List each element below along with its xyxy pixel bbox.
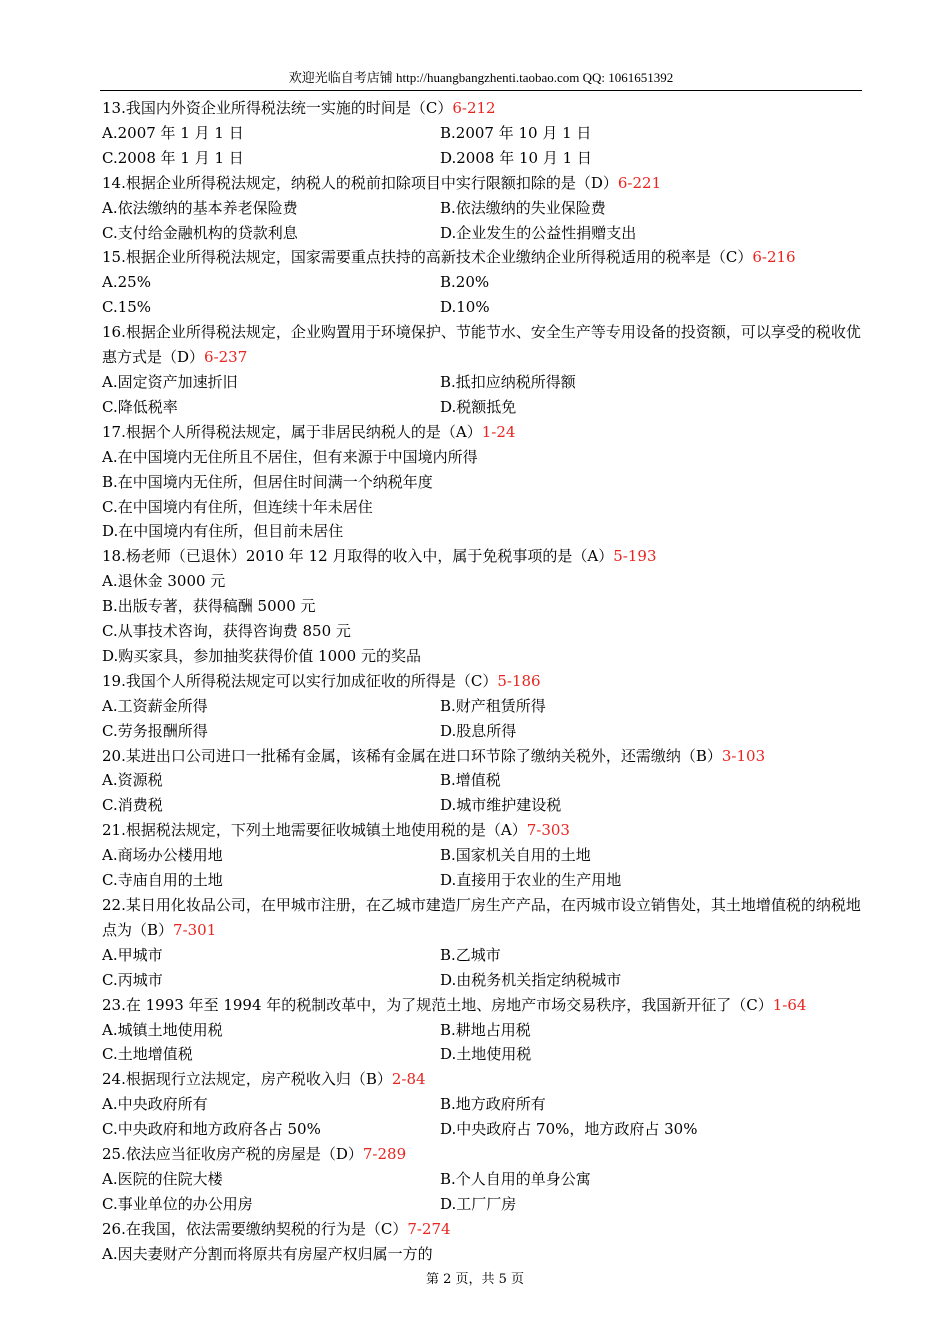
question-stem [102,1217,862,1242]
question-item [102,993,862,1068]
question-item [102,669,862,744]
answer-option: C.中央政府和地方政府各占 50% [102,1120,321,1139]
option-group [102,445,862,545]
answer-option: B.在中国境内无住所，但居住时间满一个纳税年度 [102,472,433,491]
question-text: 21.根据税法规定，下列土地需要征收城镇土地使用税的是（A） [102,821,527,840]
option-group [102,1242,862,1267]
answer-option: A.城镇土地使用税 [102,1020,223,1039]
page-footer: 第 2 页，共 5 页 [425,1272,525,1287]
answer-option: C.在中国境内有住所，但连续十年未居住 [102,497,373,516]
answer-option: A.依法缴纳的基本养老保险费 [102,198,298,217]
answer-option: C.寺庙自用的土地 [102,871,223,890]
answer-option: B.依法缴纳的失业保险费 [440,198,606,217]
option-group [102,121,862,171]
answer-option: B.耕地占用税 [440,1020,531,1039]
answer-option: B.乙城市 [440,945,501,964]
answer-option: B.出版专著，获得稿酬 5000 元 [102,597,316,616]
question-item [102,420,862,545]
question-stem [102,744,862,769]
page-header: 欢迎光临自考店铺 http://huangbangzhenti.taobao.com QQ: 1061651392 [100,68,862,91]
question-item [102,1217,862,1267]
page-reference: 7-301 [173,920,217,939]
answer-option: D.工厂厂房 [440,1194,517,1213]
question-stem [102,544,862,569]
page-reference: 1-24 [481,422,516,441]
question-stem [102,818,862,843]
question-item [102,1142,862,1217]
answer-option: A.25% [102,273,151,292]
question-text: 23.在 1993 年至 1994 年的税制改革中，为了规范土地、房地产市场交易秩序，我国新开征了（C） [102,995,773,1014]
answer-option: D.购买家具，参加抽奖获得价值 1000 元的奖品 [102,646,421,665]
option-group [102,1018,862,1068]
answer-option: D.股息所得 [440,721,517,740]
question-stem [102,420,862,445]
answer-option: D.10% [440,298,490,317]
question-text: 16.根据企业所得税法规定，企业购置用于环境保护、节能节水、安全生产等专用设备的投资额，可以享受的税收优惠方式是（D） [102,323,861,367]
question-text: 18.杨老师（已退休）2010 年 12 月取得的收入中，属于免税事项的是（A） [102,547,614,566]
answer-option: C.劳务报酬所得 [102,721,208,740]
answer-option: C.降低税率 [102,397,178,416]
question-item [102,544,862,669]
question-text: 22.某日用化妆品公司，在甲城市注册，在乙城市建造厂房生产产品，在丙城市设立销售处，其土地增值税的纳税地点为（B） [102,896,861,939]
answer-option: A.中央政府所有 [102,1095,208,1114]
answer-option: D.中央政府占 70%，地方政府占 30% [440,1120,698,1139]
answer-option: C.15% [102,298,152,317]
answer-option: B.增值税 [440,771,501,790]
question-item [102,320,862,420]
question-text: 17.根据个人所得税法规定，属于非居民纳税人的是（A） [102,422,482,441]
answer-option: C.消费税 [102,796,163,815]
page-reference: 7-303 [526,821,570,840]
page-reference: 2-84 [391,1070,426,1089]
answer-option: A.退休金 3000 元 [102,572,226,591]
answer-option: D.税额抵免 [440,397,517,416]
question-item [102,1067,862,1142]
page-reference: 5-193 [613,547,657,566]
answer-option: A.医院的住院大楼 [102,1169,223,1188]
option-group [102,1092,862,1142]
option-group [102,196,862,246]
answer-option: A.甲城市 [102,945,163,964]
answer-option: C.事业单位的办公用房 [102,1194,253,1213]
answer-option: A.资源税 [102,771,163,790]
answer-option: D.在中国境内有住所，但目前未居住 [102,522,344,541]
page-reference: 5-186 [497,671,541,690]
answer-option: C.从事技术咨询，获得咨询费 850 元 [102,622,351,641]
question-text: 24.根据现行立法规定，房产税收入归（B） [102,1070,392,1089]
answer-option: D.由税务机关指定纳税城市 [440,970,622,989]
question-item [102,245,862,320]
answer-option: C.支付给金融机构的贷款利息 [102,223,298,242]
question-stem [102,1142,862,1167]
question-item [102,893,862,993]
question-text: 20.某进出口公司进口一批稀有金属，该稀有金属在进口环节除了缴纳关税外，还需缴纳（B） [102,746,722,765]
question-list [102,96,862,1267]
question-item [102,171,862,246]
answer-option: D.2008 年 10 月 1 日 [440,148,592,167]
option-group [102,370,862,420]
option-group [102,569,862,669]
answer-option: A.商场办公楼用地 [102,846,223,865]
answer-option: B.财产租赁所得 [440,696,546,715]
page-reference: 7-289 [362,1145,407,1164]
answer-option: D.土地使用税 [440,1045,532,1064]
option-group [102,768,862,818]
option-group [102,694,862,744]
answer-option: A.固定资产加速折旧 [102,372,238,391]
question-text: 25.依法应当征收房产税的房屋是（D） [102,1145,363,1164]
question-text: 13.我国内外资企业所得税法统一实施的时间是（C） [102,99,453,117]
page-reference: 6-237 [204,348,248,367]
answer-option: B.地方政府所有 [440,1095,546,1114]
answer-option: C.丙城市 [102,970,163,989]
answer-option: A.因夫妻财产分割而将原共有房屋产权归属一方的 [102,1244,433,1263]
question-stem [102,245,862,270]
question-item [102,96,862,171]
answer-option: D.城市维护建设税 [440,796,562,815]
answer-option: C.2008 年 1 月 1 日 [102,148,244,167]
answer-option: B.2007 年 10 月 1 日 [440,123,592,142]
answer-option: D.企业发生的公益性捐赠支出 [440,223,637,242]
option-group [102,1167,862,1217]
question-stem [102,893,862,943]
question-stem [102,171,862,196]
answer-option: C.土地增值税 [102,1045,193,1064]
answer-option: D.直接用于农业的生产用地 [440,871,622,890]
answer-option: A.在中国境内无住所且不居住，但有来源于中国境内所得 [102,447,478,466]
question-text: 19.我国个人所得税法规定可以实行加成征收的所得是（C） [102,671,498,690]
page-reference: 1-64 [772,995,807,1014]
answer-option: B.抵扣应纳税所得额 [440,372,576,391]
question-stem [102,1067,862,1092]
page-reference: 7-274 [407,1219,451,1238]
question-item [102,818,862,893]
question-stem [102,669,862,694]
answer-option: B.国家机关自用的土地 [440,846,591,865]
question-stem [102,993,862,1018]
page-reference: 6-212 [452,99,496,117]
option-group [102,943,862,993]
question-text: 26.在我国，依法需要缴纳契税的行为是（C） [102,1219,408,1238]
answer-option: A.工资薪金所得 [102,696,208,715]
page-reference: 6-216 [752,248,796,267]
question-stem [102,96,862,121]
question-item [102,744,862,819]
answer-option: A.2007 年 1 月 1 日 [102,123,244,142]
answer-option: B.个人自用的单身公寓 [440,1169,591,1188]
question-text: 14.根据企业所得税法规定，纳税人的税前扣除项目中实行限额扣除的是（D） [102,173,618,192]
page-reference: 3-103 [721,746,766,765]
page-reference: 6-221 [617,173,662,192]
option-group [102,843,862,893]
question-text: 15.根据企业所得税法规定，国家需要重点扶持的高新技术企业缴纳企业所得税适用的税率是（C） [102,248,753,267]
option-group [102,270,862,320]
question-stem [102,320,862,370]
answer-option: B.20% [440,273,490,292]
